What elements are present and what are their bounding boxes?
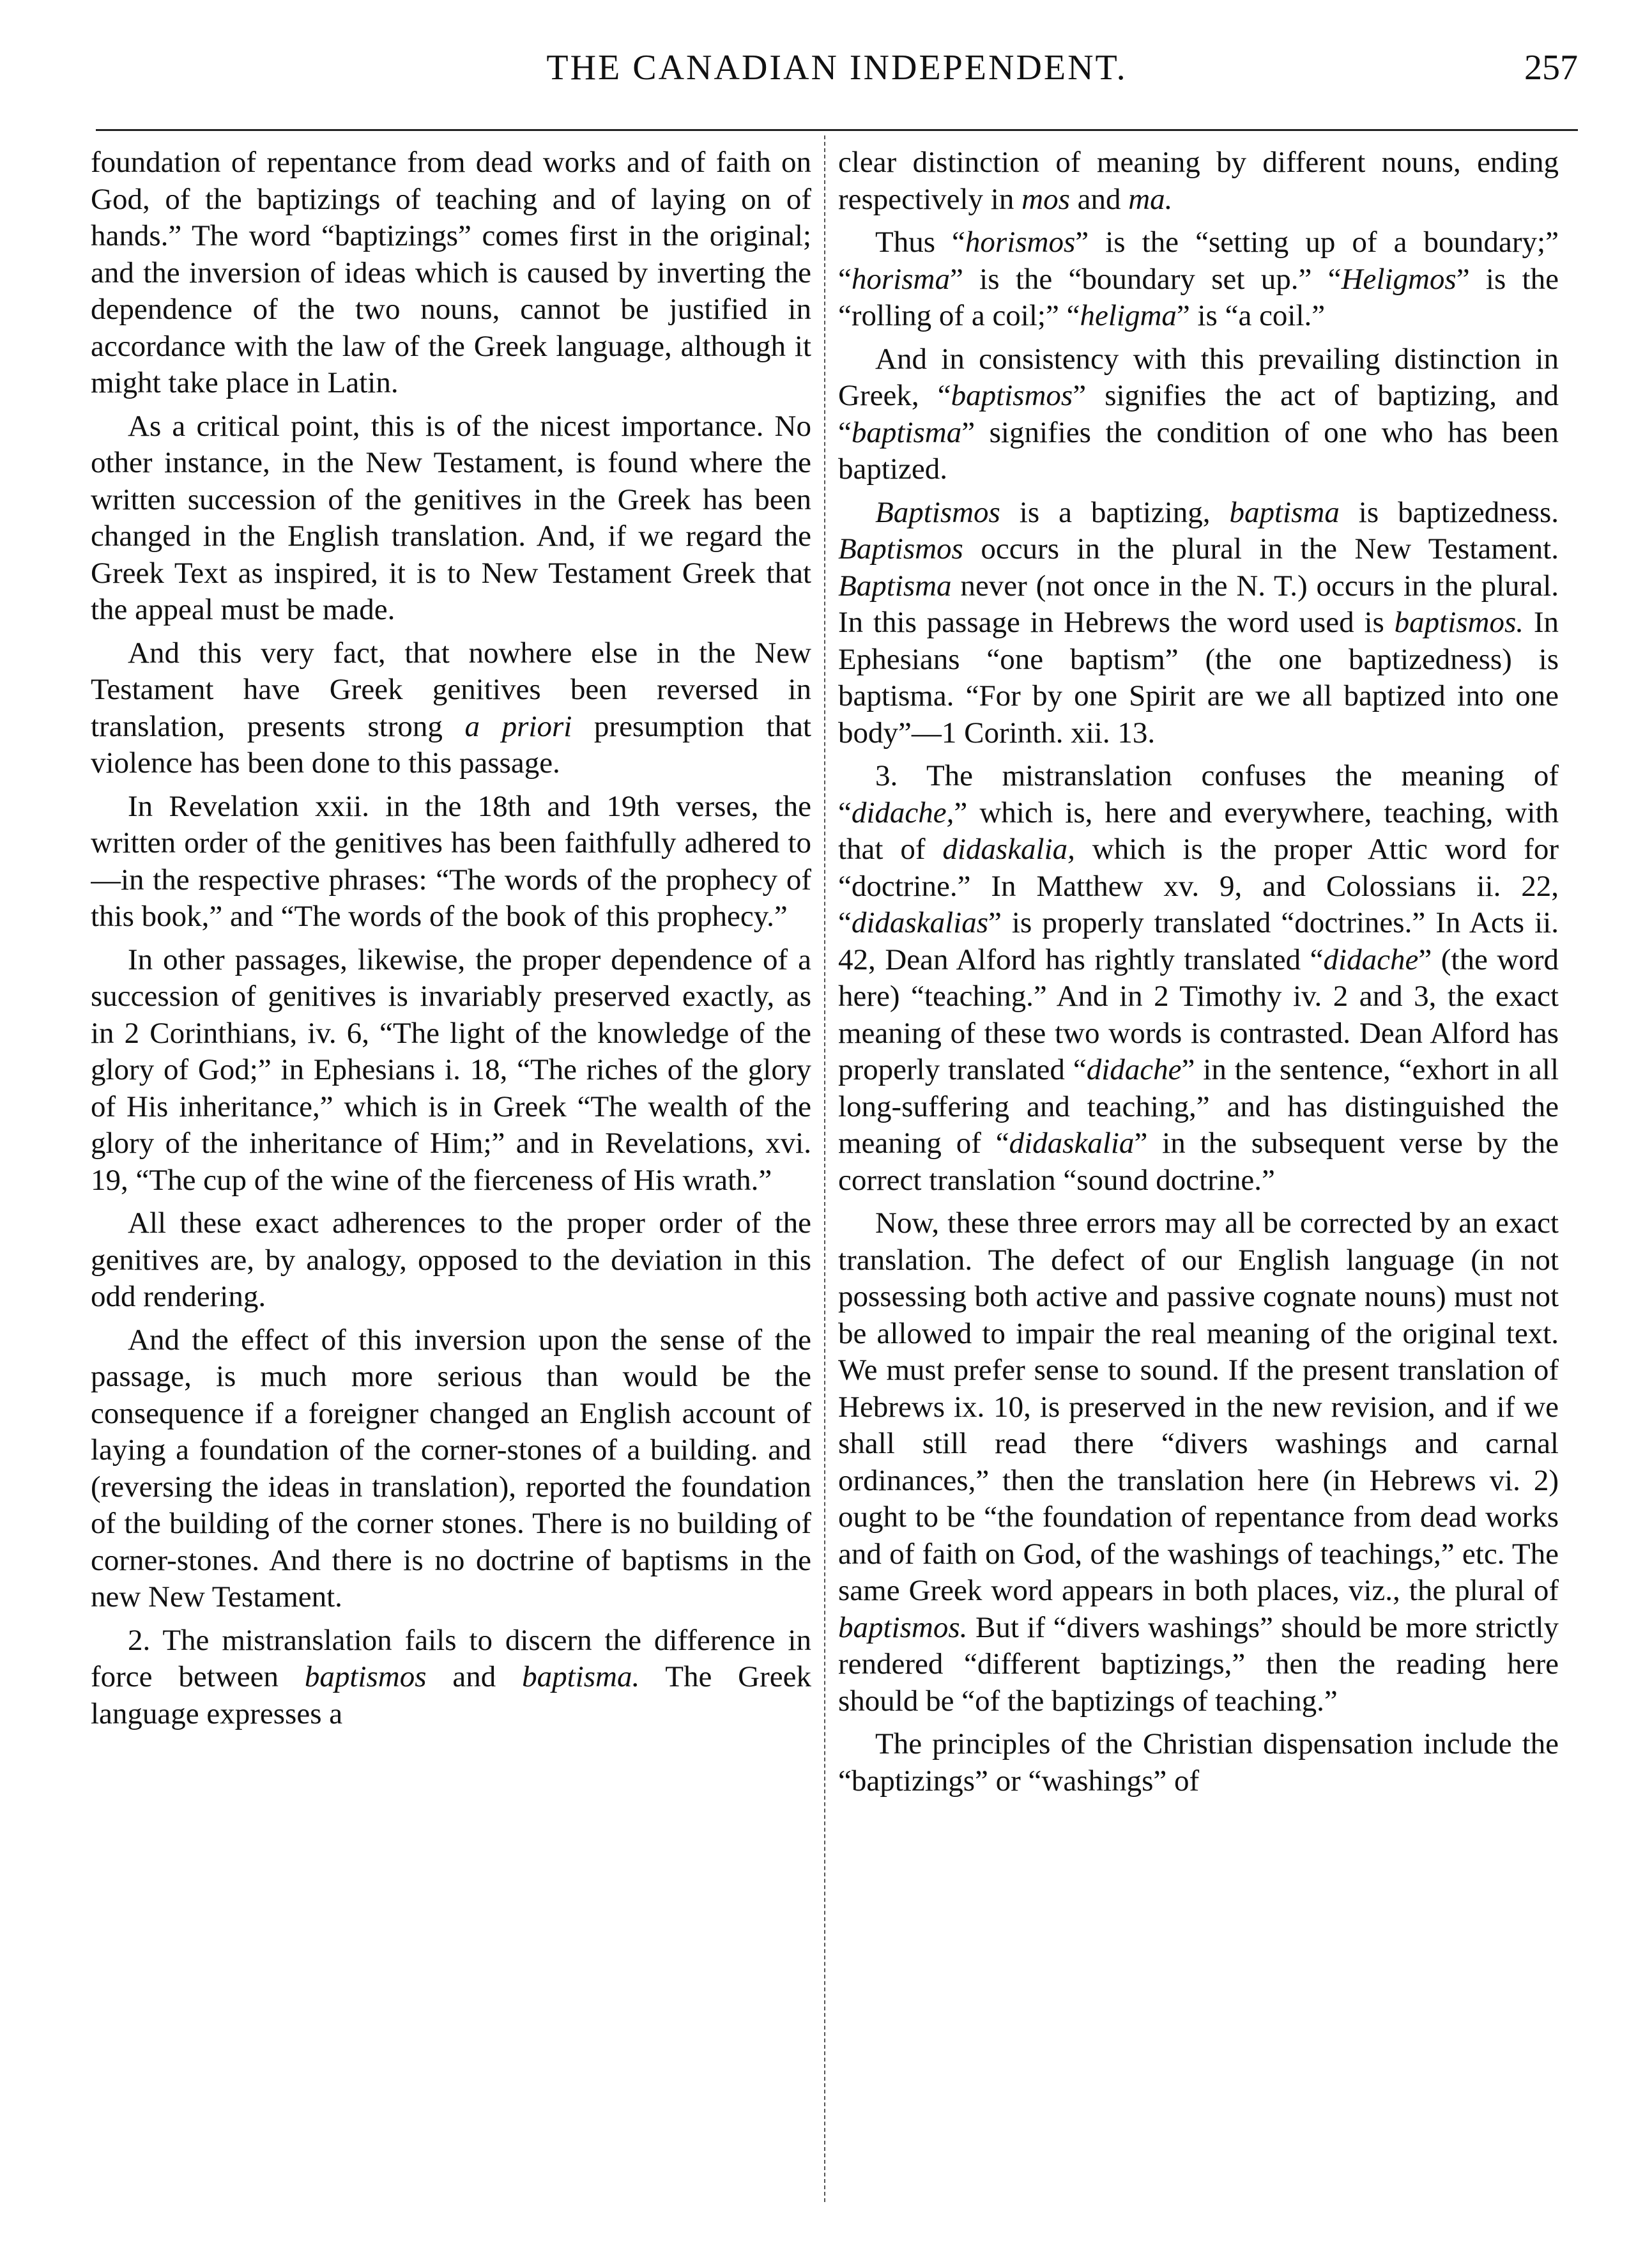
text-run: ” signifies the condition of one who has been baptized. bbox=[838, 415, 1559, 486]
italic-text: mos bbox=[1021, 182, 1070, 216]
italic-text: horisma bbox=[851, 262, 950, 296]
text-run: In Revelation xxii. in the 18th and 19th verses, the written order of the genitives has been faithfully adhered to—in the respective phrases: “The words of the prophecy of this book,” and “The words of the book of this prophecy.” bbox=[91, 789, 811, 933]
text-run: 2. The mistranslation fails to discern the difference in force between bbox=[91, 1623, 811, 1693]
text-run: And the effect of this inversion upon the sense of the passage, is much more serious than would be the consequence if a foreigner changed an English account of laying a foundation of the corner-stones of a building. and (reversing the ideas in translation), reported the foundation of the building of the corner stones. There is no building of corner-stones. And there is no doctrine of baptisms in the new New Testament. bbox=[91, 1323, 811, 1614]
text-run: ” is “a coil.” bbox=[1176, 299, 1326, 332]
text-run: And this very fact, that nowhere else in the New Testament have Greek genitives been reversed in translation, presents strong bbox=[91, 636, 811, 743]
paragraph bbox=[838, 1726, 1559, 1799]
text-run: ” (the word here) “teaching.” And in 2 Timothy iv. 2 and 3, the exact meaning of these two words is contrasted. Dean Alford has properly translated “ bbox=[838, 943, 1559, 1086]
italic-text: baptismos bbox=[951, 379, 1073, 412]
text-run: ” in the sentence, “exhort in all long-suffering and teaching,” and has distinguished the meaning of “ bbox=[838, 1053, 1559, 1160]
italic-text: baptisma. bbox=[522, 1660, 640, 1693]
text-run: Now, these three errors may all be corrected by an exact translation. The defect of our English language (in not possessing both active and passive cognate nouns) must not be allowed to impair the real meaning of the original text. We must prefer sense to sound. If the present translation of Hebrews ix. 10, is preserved in the new revision, and if we shall still read there “divers washings and carnal ordinances,” then the translation here (in Hebrews vi. 2) ought to be “the foundation of repentance from dead works and of faith on God, of the washings of teachings,” etc. The same Greek word appears in both places, viz., the plural of bbox=[838, 1206, 1559, 1607]
italic-text: didache bbox=[1323, 943, 1419, 976]
paragraph bbox=[91, 789, 811, 936]
text-run: In Ephesians “one baptism” (the one baptizedness) is baptisma. “For by one Spirit are we all baptized into one body”—1 Corinth. xii. 13. bbox=[838, 606, 1559, 750]
header-rule bbox=[96, 129, 1578, 131]
italic-text: Baptismos bbox=[838, 532, 963, 566]
page-header bbox=[96, 38, 1578, 109]
text-run: occurs in the plural in the New Testament. bbox=[963, 532, 1559, 566]
paragraph bbox=[838, 1205, 1559, 1720]
italic-text: baptismos. bbox=[838, 1610, 968, 1644]
text-run: is a baptizing, bbox=[1000, 495, 1230, 529]
paragraph bbox=[838, 758, 1559, 1199]
running-title: THE CANADIAN INDEPENDENT. bbox=[546, 48, 1128, 88]
text-run: ” is properly translated “doctrines.” In Acts ii. 42, Dean Alford has rightly translated “ bbox=[838, 906, 1559, 976]
italic-text: Baptismos bbox=[875, 495, 1000, 529]
paragraph bbox=[91, 1322, 811, 1616]
text-run: presumption that violence has been done to this passage. bbox=[91, 709, 811, 780]
italic-text: heligma bbox=[1080, 299, 1177, 332]
text-run: never (not once in the N. T.) occurs in the plural. In this passage in Hebrews the word used is bbox=[838, 569, 1559, 639]
italic-text: didache bbox=[1086, 1053, 1182, 1086]
paragraph bbox=[91, 408, 811, 629]
italic-text: baptismos. bbox=[1394, 606, 1524, 639]
italic-text: Heligmos bbox=[1341, 262, 1457, 296]
italic-text: didaskalia, bbox=[942, 833, 1075, 866]
italic-text: didaskalia bbox=[1009, 1127, 1135, 1160]
column-divider bbox=[824, 135, 825, 2202]
text-run: The principles of the Christian dispensation include the “baptizings” or “washings” of bbox=[838, 1727, 1559, 1798]
text-run: ” is the “rolling of a coil;” “ bbox=[838, 262, 1559, 332]
italic-text: a priori bbox=[464, 709, 572, 743]
italic-text: ma. bbox=[1128, 182, 1173, 216]
text-run: ” is the “setting up of a boundary;” “ bbox=[838, 226, 1559, 296]
text-run: ” is the “boundary set up.” “ bbox=[949, 262, 1342, 296]
text-run: foundation of repentance from dead works and of faith on God, of the baptizings of teaching and of laying on of hands.” The word “baptizings” comes first in the original; and the inversion of ideas which is caused by inverting the dependence of the two nouns, cannot be justified in accordance with the law of the Greek language, although it might take place in Latin. bbox=[91, 146, 811, 399]
text-run: ” which is, here and everywhere, teaching, with that of bbox=[838, 796, 1559, 866]
text-run: The Greek language expresses a bbox=[91, 1660, 811, 1730]
paragraph bbox=[838, 144, 1559, 218]
text-run: In other passages, likewise, the proper dependence of a succession of genitives is invariably preserved exactly, as in 2 Corinthians, iv. 6, “The light of the knowledge of the glory of God;” in Ephesians i. 18, “The riches of the glory of His inheritance,” which is in Greek “The wealth of the glory of the inheritance of Him;” and in Revelations, xvi. 19, “The cup of the wine of the fierceness of His wrath.” bbox=[91, 943, 811, 1197]
paragraph bbox=[838, 224, 1559, 335]
text-run: which is the proper Attic word for “doctrine.” In Matthew xv. 9, and Colossians ii. 22, “ bbox=[838, 833, 1559, 939]
page-number: 257 bbox=[1524, 48, 1578, 88]
left-column bbox=[91, 144, 811, 2202]
italic-text: horismos bbox=[965, 226, 1076, 259]
text-run: and bbox=[1069, 182, 1129, 216]
paragraph bbox=[91, 1205, 811, 1316]
italic-text: baptisma bbox=[1229, 495, 1340, 529]
text-run: clear distinction of meaning by different nouns, ending respectively in bbox=[838, 146, 1559, 216]
text-run: But if “divers washings” should be more strictly rendered “different baptizings,” then the reading here should be “of the baptizings of teaching.” bbox=[838, 1610, 1559, 1718]
italic-text: Baptisma bbox=[838, 569, 952, 603]
italic-text: baptisma bbox=[851, 415, 962, 449]
italic-text: baptismos bbox=[304, 1660, 427, 1693]
right-column bbox=[838, 144, 1559, 2202]
text-run: 3. The mistranslation confuses the meaning of “ bbox=[838, 759, 1559, 829]
text-run: As a critical point, this is of the nicest importance. No other instance, in the New Testament, is found where the written succession of the genitives in the Greek has been changed in the English translation. And, if we regard the Greek Text as inspired, it is to New Testament Greek that the appeal must be made. bbox=[91, 409, 811, 626]
paragraph bbox=[91, 1622, 811, 1733]
paragraph bbox=[838, 495, 1559, 752]
italic-text: didache, bbox=[851, 796, 954, 829]
paragraph bbox=[838, 341, 1559, 488]
text-run: ” in the subsequent verse by the correct translation “sound doctrine.” bbox=[838, 1127, 1559, 1197]
paragraph bbox=[91, 635, 811, 782]
text-run: is baptizedness. bbox=[1339, 495, 1559, 529]
paragraph bbox=[91, 942, 811, 1199]
text-run: ” signifies the act of baptizing, and “ bbox=[838, 379, 1559, 449]
text-run: and bbox=[426, 1660, 523, 1693]
text-run: And in consistency with this prevailing distinction in Greek, “ bbox=[838, 342, 1559, 412]
paragraph bbox=[91, 144, 811, 402]
italic-text: didaskalias bbox=[851, 906, 988, 939]
text-run: All these exact adherences to the proper order of the genitives are, by analogy, opposed to the deviation in this odd rendering. bbox=[91, 1206, 811, 1313]
text-run: Thus “ bbox=[875, 226, 965, 259]
